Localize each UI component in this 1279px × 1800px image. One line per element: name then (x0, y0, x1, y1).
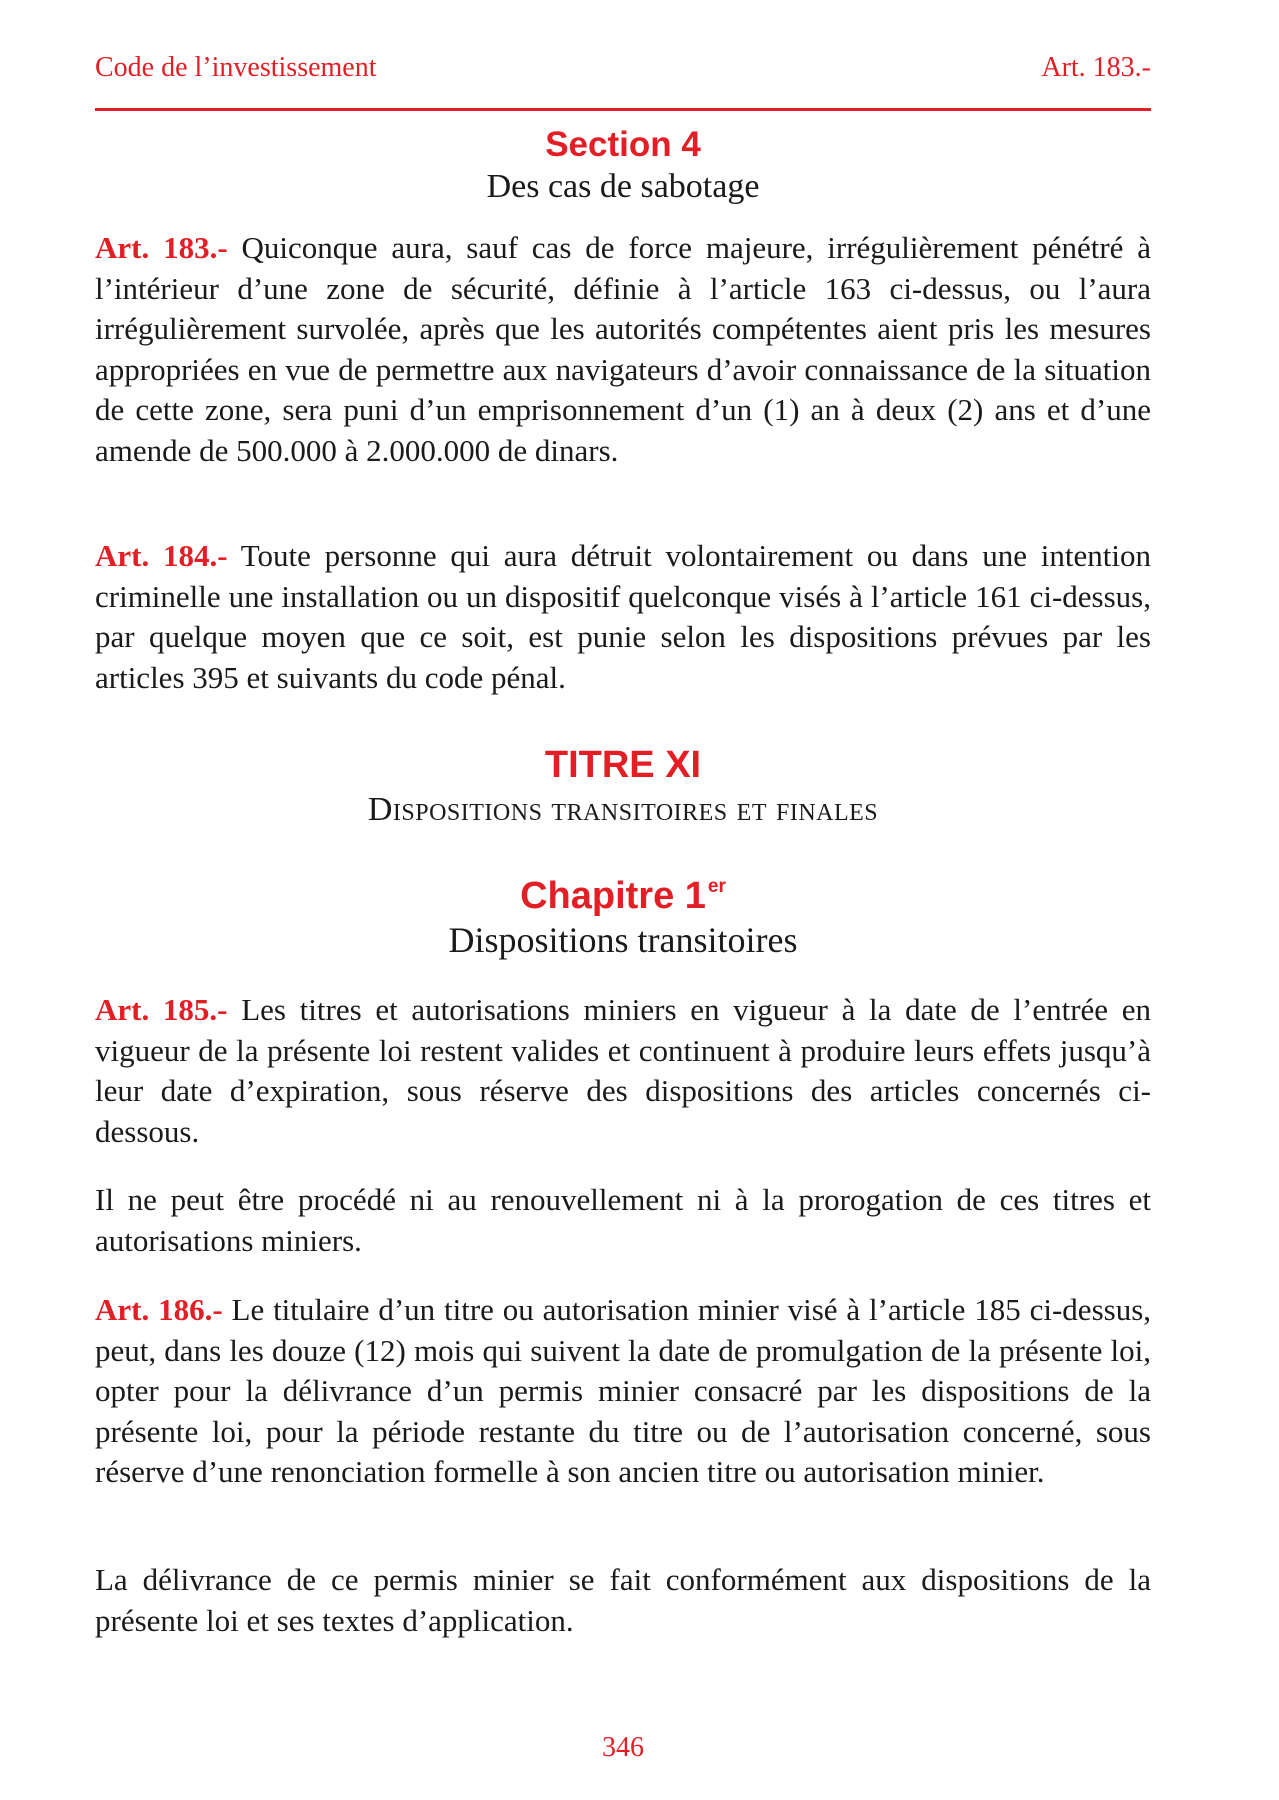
article-185-text: Les titres et autorisations miniers en vigueur à la date de l’entrée en vigueur de la présente loi restent valides et continuent à produire leurs effets jusqu’à leur date d’expiration, sous réserve des dispositions des articles concernés ci-dessous. (95, 992, 1151, 1149)
article-183 (95, 228, 1151, 471)
chapitre-label: Chapitre 1 (520, 875, 706, 917)
chapitre-superscript: er (707, 875, 726, 897)
article-183-text: Quiconque aura, sauf cas de force majeure, irrégulièrement pénétré à l’intérieur d’une zone de sécurité, définie à l’article 163 ci-dessus, ou l’aura irrégulièrement survolée, après que les autorités compétentes aient pris les mesures appropriées en vue de permettre aux navigateurs d’avoir connaissance de la situation de cette zone, sera puni d’un emprisonnement d’un (1) an à deux (2) ans et d’une amende de 500.000 à 2.000.000 de dinars. (95, 230, 1152, 468)
chapitre-subtitle: Dispositions transitoires (448, 919, 798, 960)
article-186-label: Art. 186.- (95, 1292, 223, 1327)
document-page (95, 0, 1151, 1800)
page-number: 346 (602, 1732, 644, 1763)
header-article-ref: Art. 183.- (1041, 52, 1151, 83)
running-header (95, 52, 1151, 84)
article-185-paragraph (95, 990, 1151, 1152)
chapitre-heading (95, 875, 1151, 962)
section-label: Section 4 (545, 125, 701, 164)
article-185-second (95, 1180, 1151, 1261)
article-184 (95, 536, 1151, 698)
section-heading (95, 125, 1151, 208)
titre-heading (95, 744, 1151, 830)
article-184-label: Art. 184.- (95, 538, 228, 573)
section-subtitle: Des cas de sabotage (486, 168, 760, 206)
article-184-text: Toute personne qui aura détruit volontairement ou dans une intention criminelle une installation ou un dispositif quelconque visés à l’article 161 ci-dessus, par quelque moyen que ce soit, est punie selon les dispositions prévues par les articles 395 et suivants du code pénal. (95, 538, 1151, 695)
article-183-paragraph (95, 228, 1151, 471)
article-186-second (95, 1560, 1151, 1641)
article-184-paragraph (95, 536, 1151, 698)
article-186-paragraph (95, 1290, 1151, 1493)
article-186-paragraph-2: La délivrance de ce permis minier se fait conformément aux dispositions de la présente loi et ses textes d’application. (95, 1562, 1151, 1638)
titre-subtitle: Dispositions transitoires et finales (367, 790, 879, 828)
titre-label: TITRE XI (544, 744, 702, 786)
header-divider (95, 108, 1151, 111)
article-185 (95, 990, 1151, 1152)
article-183-label: Art. 183.- (95, 230, 228, 265)
article-186-text: Le titulaire d’un titre ou autorisation minier visé à l’article 185 ci-dessus, peut, dans les douze (12) mois qui suivent la date de promulgation de la présente loi, opter pour la délivrance d’un permis minier consacré par les dispositions de la présente loi, pour la période restante du titre ou de l’autorisation concerné, sous réserve d’une renonciation formelle à son ancien titre ou autorisation minier. (95, 1292, 1152, 1489)
article-185-label: Art. 185.- (95, 992, 228, 1027)
chapitre-label-line (95, 875, 1151, 919)
article-185-paragraph-2: Il ne peut être procédé ni au renouvellement ni à la prorogation de ces titres et autorisations miniers. (95, 1182, 1151, 1258)
article-186 (95, 1290, 1151, 1493)
header-book-title: Code de l’investissement (95, 52, 377, 83)
